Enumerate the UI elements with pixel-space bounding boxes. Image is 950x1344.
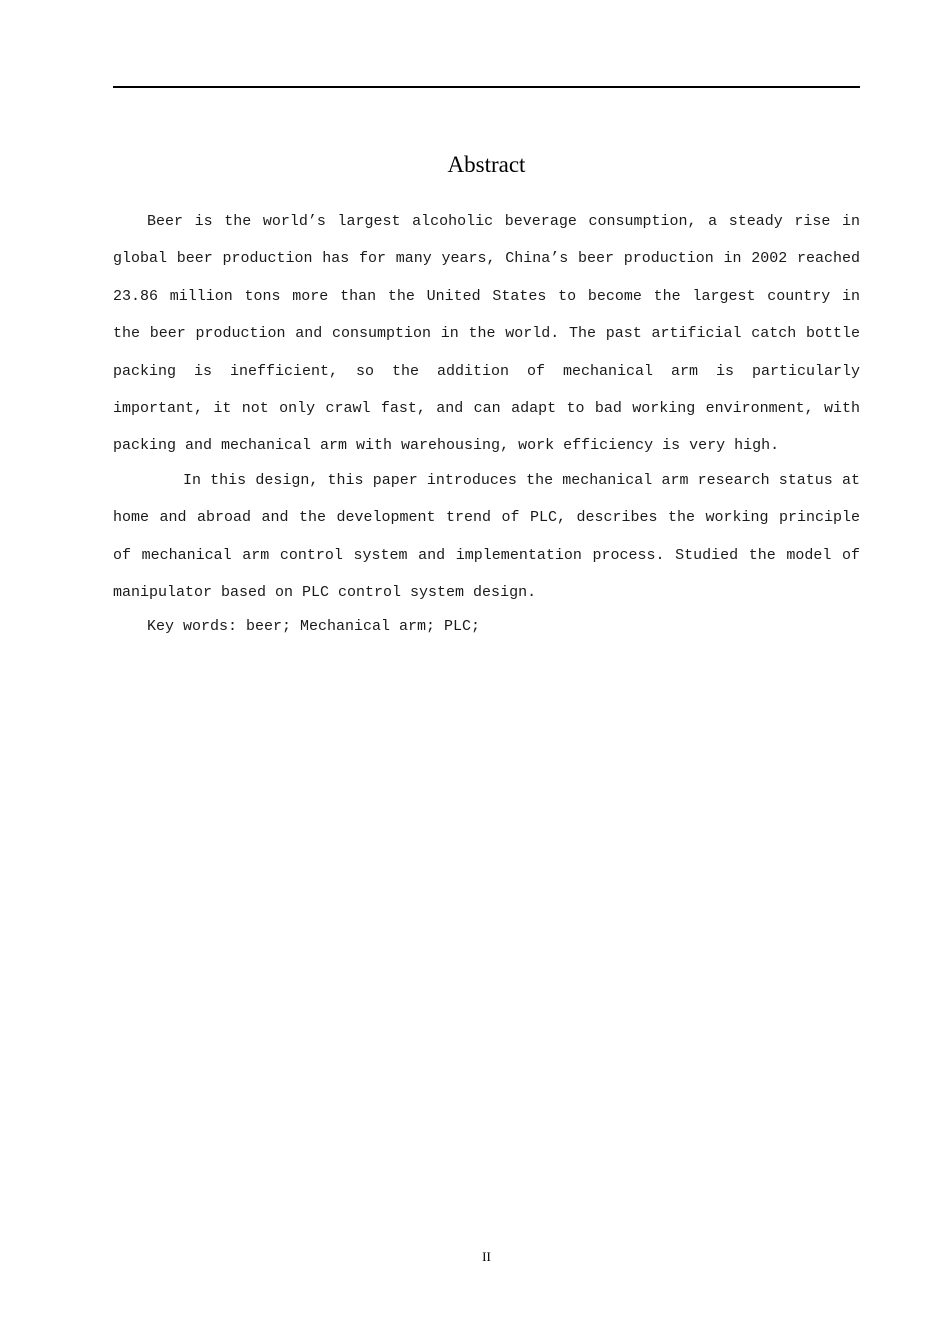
abstract-body <box>113 203 860 646</box>
abstract-paragraph-2: In this design, this paper introduces the mechanical arm research status at home and abroad and the development trend of PLC, describes the working principle of mechanical arm control system and implementation process. Studied the model of manipulator based on PLC control system design. <box>113 471 860 602</box>
keywords-line: Key words: beer; Mechanical arm; PLC; <box>147 618 481 636</box>
header-rule <box>113 86 860 88</box>
abstract-paragraph-1: Beer is the world’s largest alcoholic beverage consumption, a steady rise in global beer production has for many years, China’s beer production in 2002 reached 23.86 million tons more than the United States to become the largest country in the beer production and consumption in the world. The past artificial catch bottle packing is inefficient, so the addition of mechanical arm is particularly important, it not only crawl fast, and can adapt to bad working environment, with packing and mechanical arm with warehousing, work efficiency is very high. <box>113 213 860 455</box>
page-number: II <box>482 1249 491 1264</box>
page-title: Abstract <box>447 152 526 177</box>
